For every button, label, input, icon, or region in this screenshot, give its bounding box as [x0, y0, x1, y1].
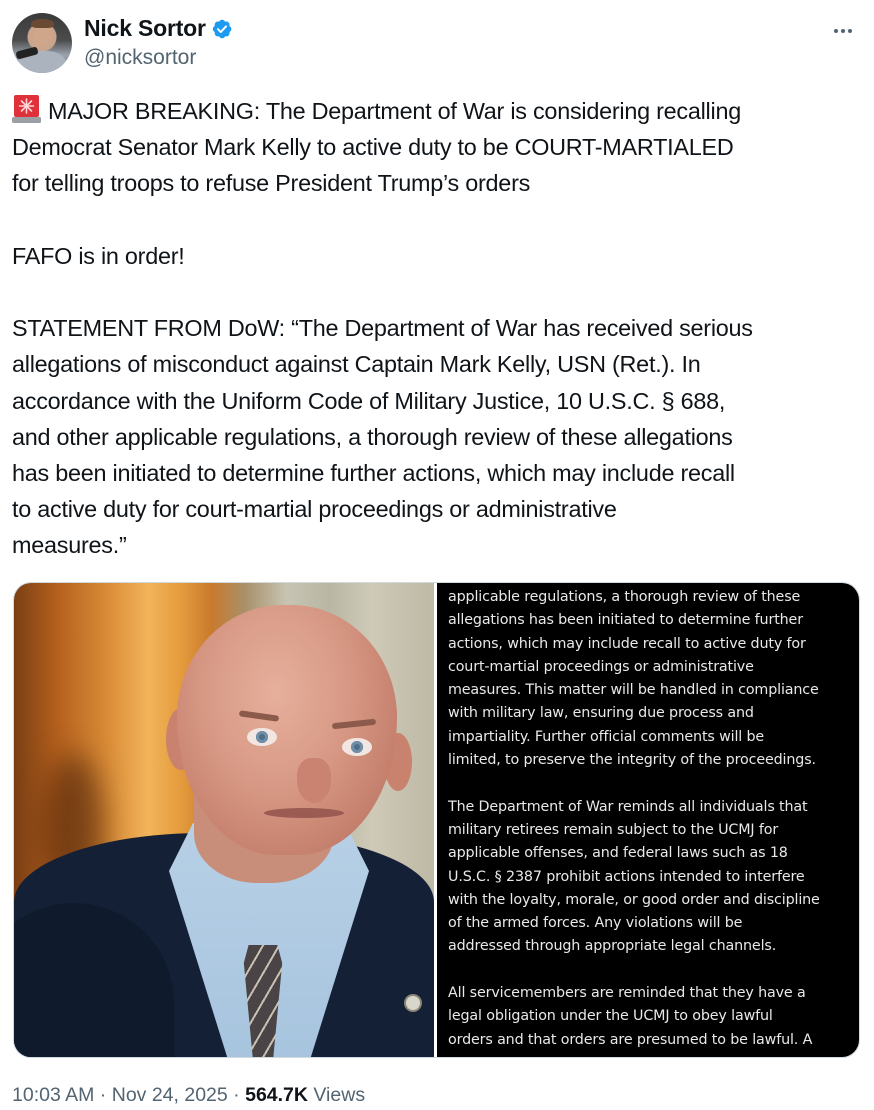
avatar-hair: [31, 19, 54, 28]
paragraph-gap: [448, 959, 859, 982]
statement-line: The Department of War reminds all individuals that: [448, 798, 808, 815]
tweet-line: and other applicable regulations, a thorough review of these allegations: [12, 423, 733, 450]
paragraph-gap: [448, 772, 859, 795]
tweet-line-text: MAJOR BREAKING: The Department of War is considering recalling: [48, 98, 741, 124]
statement-line: U.S.C. § 2387 prohibit actions intended to interfere: [448, 868, 805, 885]
tweet-line: for telling troops to refuse President Trump’s orders: [12, 170, 531, 197]
more-dot: [841, 29, 845, 33]
author-name-row: [84, 15, 233, 42]
photo-lapel-pin: [406, 996, 420, 1010]
meta-separator: ·: [94, 1084, 112, 1106]
photo-eye-left: [247, 728, 277, 746]
tweet-line: Democrat Senator Mark Kelly to active duty to be COURT-MARTIALED: [12, 134, 734, 161]
statement-line: of the armed forces. Any violations will be: [448, 915, 743, 932]
statement-line: addressed through appropriate legal channels.: [448, 938, 777, 955]
tweet-body: [12, 93, 862, 564]
statement-line: military retirees remain subject to the UCMJ for: [448, 821, 779, 838]
statement-line: orders and that orders are presumed to be lawful. A: [448, 1031, 813, 1048]
views-count: 564.7K: [245, 1084, 308, 1106]
avatar[interactable]: [12, 13, 72, 73]
paragraph-gap: [12, 274, 862, 310]
tweet-time[interactable]: 10:03 AM: [12, 1084, 95, 1106]
tweet-line: to active duty for court-martial proceedings or administrative: [12, 496, 617, 523]
tweet-meta: [12, 1084, 365, 1107]
more-dot: [834, 29, 838, 33]
statement-line: actions, which may include recall to active duty for: [448, 635, 806, 652]
statement-line: legal obligation under the UCMJ to obey lawful: [448, 1008, 773, 1025]
statement-line: measures. This matter will be handled in compliance: [448, 682, 819, 699]
more-options-icon[interactable]: [830, 24, 856, 38]
tweet-media[interactable]: [13, 582, 860, 1058]
tweet-line: has been initiated to determine further actions, which may include recall: [12, 460, 735, 486]
author-display-name[interactable]: Nick Sortor: [84, 15, 206, 41]
statement-line: limited, to preserve the integrity of the proceedings.: [448, 752, 816, 769]
photo-nose: [297, 758, 331, 803]
more-dot: [848, 29, 852, 33]
statement-line: allegations has been initiated to determine further: [448, 612, 803, 629]
views-label: Views: [307, 1084, 366, 1106]
statement-line: with the loyalty, morale, or good order and discipline: [448, 891, 820, 908]
statement-line: with military law, ensuring due process and: [448, 705, 754, 722]
tweet-header: [12, 13, 862, 75]
tweet-line: allegations of misconduct against Captain Mark Kelly, USN (Ret.). In: [12, 351, 701, 378]
tweet-line: FAFO is in order!: [12, 242, 185, 269]
statement-line: applicable regulations, a thorough review of these: [448, 589, 801, 605]
verified-badge-icon[interactable]: [211, 18, 233, 40]
statement-line: court-martial proceedings or administrative: [448, 658, 754, 675]
tweet-line: accordance with the Uniform Code of Military Justice, 10 U.S.C. § 688,: [12, 387, 726, 414]
statement-line: All servicemembers are reminded that they have a: [448, 985, 806, 1002]
meta-separator: ·: [227, 1084, 246, 1106]
rotating-light-siren-icon: [12, 94, 41, 124]
mark-kelly-photo[interactable]: [14, 583, 434, 1057]
statement-line: applicable offenses, and federal laws such as 18: [448, 845, 788, 862]
photo-mouth: [264, 808, 344, 818]
statement-line: impartiality. Further official comments will be: [448, 728, 765, 745]
tweet-line: STATEMENT FROM DoW: “The Department of War has received serious: [12, 315, 753, 342]
author-handle[interactable]: @nicksortor: [84, 46, 197, 69]
tweet-date[interactable]: Nov 24, 2025: [111, 1084, 228, 1106]
photo-eye-right: [342, 738, 372, 756]
tweet-line: [12, 93, 862, 129]
statement-screenshot[interactable]: [437, 583, 859, 1057]
tweet-line: measures.”: [12, 532, 127, 559]
paragraph-gap: [12, 202, 862, 238]
